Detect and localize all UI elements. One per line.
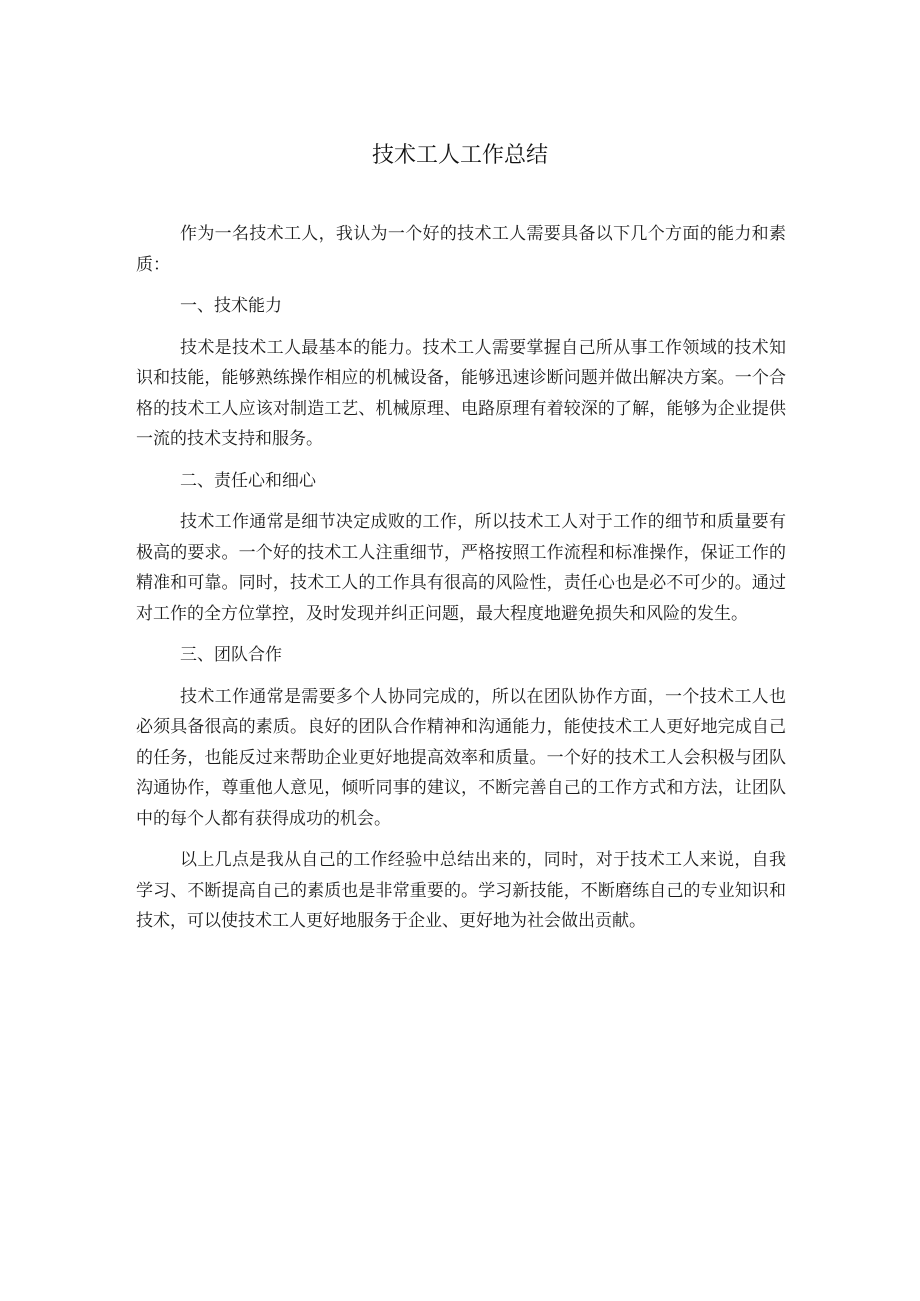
intro-paragraph: 作为一名技术工人，我认为一个好的技术工人需要具备以下几个方面的能力和素质： xyxy=(136,224,786,275)
responsibility-paragraph: 技术工作通常是细节决定成败的工作，所以技术工人对于工作的细节和质量要有极高的要求。一个好的技术工人注重细节，严格按照工作流程和标准操作，保证工作的精准和可靠。同时，技术工人的工作具有很高的风险性，责任心也是必不可少的。通过对工作的全方位掌控，及时发现并纠正问题，最大程度地避免损失和风险的发生。 xyxy=(136,512,786,624)
conclusion-paragraph: 以上几点是我从自己的工作经验中总结出来的，同时，对于技术工人来说，自我学习、不断提高自己的素质也是非常重要的。学习新技能，不断磨练自己的专业知识和技术，可以使技术工人更好地服务于企业、更好地为社会做出贡献。 xyxy=(136,850,786,931)
technical-ability-paragraph: 技术是技术工人最基本的能力。技术工人需要掌握自己所从事工作领域的技术知识和技能，能够熟练操作相应的机械设备，能够迅速诊断问题并做出解决方案。一个合格的技术工人应该对制造工艺、机械原理、电路原理有着较深的了解，能够为企业提供一流的技术支持和服务。 xyxy=(136,337,786,449)
document-title: 技术工人工作总结 xyxy=(371,143,548,168)
section-heading-teamwork: 三、团队合作 xyxy=(180,645,282,665)
document-body xyxy=(136,219,786,948)
teamwork-paragraph: 技术工作通常是需要多个人协同完成的，所以在团队协作方面，一个技术工人也必须具备很高的素质。良好的团队合作精神和沟通能力，能使技术工人更好地完成自己的任务，也能反过来帮助企业更好地提高效率和质量。一个好的技术工人会积极与团队沟通协作，尊重他人意见，倾听同事的建议，不断完善自己的工作方式和方法，让团队中的每个人都有获得成功的机会。 xyxy=(136,686,786,829)
section-heading-responsibility: 二、责任心和细心 xyxy=(180,470,316,491)
section-heading-technical-ability: 一、技术能力 xyxy=(180,296,282,316)
